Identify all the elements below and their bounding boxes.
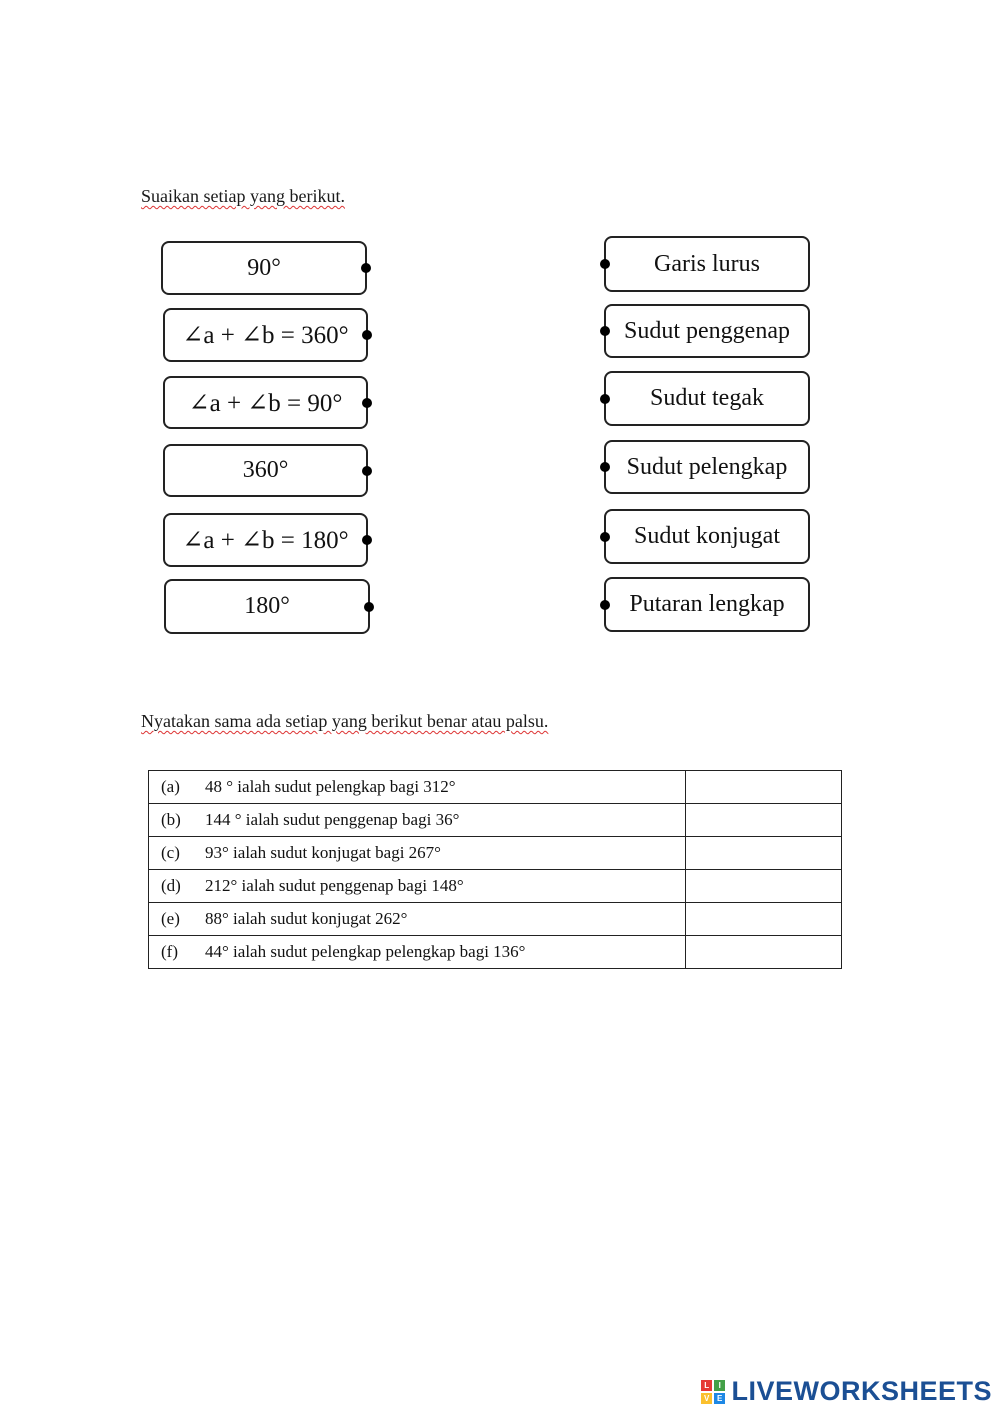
match-left-item[interactable]: ∠a + ∠b = 90° <box>163 376 368 429</box>
match-right-item[interactable]: Sudut tegak <box>604 371 810 426</box>
match-left-item[interactable]: ∠a + ∠b = 180° <box>163 513 368 567</box>
liveworksheets-logo <box>701 1376 992 1407</box>
table-row <box>149 936 842 969</box>
logo-icon <box>701 1380 725 1404</box>
logo-tile: L <box>701 1380 712 1391</box>
match-anchor-dot[interactable] <box>364 602 374 612</box>
table-row <box>149 870 842 903</box>
match-anchor-dot[interactable] <box>600 462 610 472</box>
table-row <box>149 837 842 870</box>
match-left-item[interactable]: 90° <box>161 241 367 295</box>
true-false-table <box>148 770 842 969</box>
statement-cell: (c) 93° ialah sudut konjugat bagi 267° <box>149 837 686 870</box>
answer-cell[interactable] <box>686 903 842 936</box>
table-row <box>149 903 842 936</box>
match-right-item[interactable]: Sudut pelengkap <box>604 440 810 494</box>
answer-cell[interactable] <box>686 870 842 903</box>
answer-cell[interactable] <box>686 837 842 870</box>
statement-cell: (e) 88° ialah sudut konjugat 262° <box>149 903 686 936</box>
answer-cell[interactable] <box>686 771 842 804</box>
statement-cell: (d) 212° ialah sudut penggenap bagi 148° <box>149 870 686 903</box>
table-row <box>149 771 842 804</box>
match-right-item[interactable]: Sudut penggenap <box>604 304 810 358</box>
match-right-item[interactable]: Putaran lengkap <box>604 577 810 632</box>
match-anchor-dot[interactable] <box>362 466 372 476</box>
logo-text: LIVEWORKSHEETS <box>731 1376 992 1406</box>
match-anchor-dot[interactable] <box>362 535 372 545</box>
true-false-instruction: Nyatakan sama ada setiap yang berikut benar atau palsu. <box>141 711 549 731</box>
match-anchor-dot[interactable] <box>362 330 372 340</box>
logo-tile: I <box>714 1380 725 1391</box>
match-right-item[interactable]: Garis lurus <box>604 236 810 292</box>
match-anchor-dot[interactable] <box>361 263 371 273</box>
match-left-item[interactable]: ∠a + ∠b = 360° <box>163 308 368 362</box>
match-anchor-dot[interactable] <box>600 394 610 404</box>
answer-cell[interactable] <box>686 936 842 969</box>
match-anchor-dot[interactable] <box>600 326 610 336</box>
matching-instruction: Suaikan setiap yang berikut. <box>141 186 345 206</box>
answer-cell[interactable] <box>686 804 842 837</box>
match-left-item[interactable]: 360° <box>163 444 368 497</box>
statement-cell: (a) 48 ° ialah sudut pelengkap bagi 312° <box>149 771 686 804</box>
logo-tile: V <box>701 1393 712 1404</box>
logo-tile: E <box>714 1393 725 1404</box>
statement-cell: (b) 144 ° ialah sudut penggenap bagi 36° <box>149 804 686 837</box>
match-right-item[interactable]: Sudut konjugat <box>604 509 810 564</box>
match-anchor-dot[interactable] <box>600 600 610 610</box>
match-anchor-dot[interactable] <box>362 398 372 408</box>
match-left-item[interactable]: 180° <box>164 579 370 634</box>
match-anchor-dot[interactable] <box>600 259 610 269</box>
statement-cell: (f) 44° ialah sudut pelengkap pelengkap bagi 136° <box>149 936 686 969</box>
table-row <box>149 804 842 837</box>
match-anchor-dot[interactable] <box>600 532 610 542</box>
